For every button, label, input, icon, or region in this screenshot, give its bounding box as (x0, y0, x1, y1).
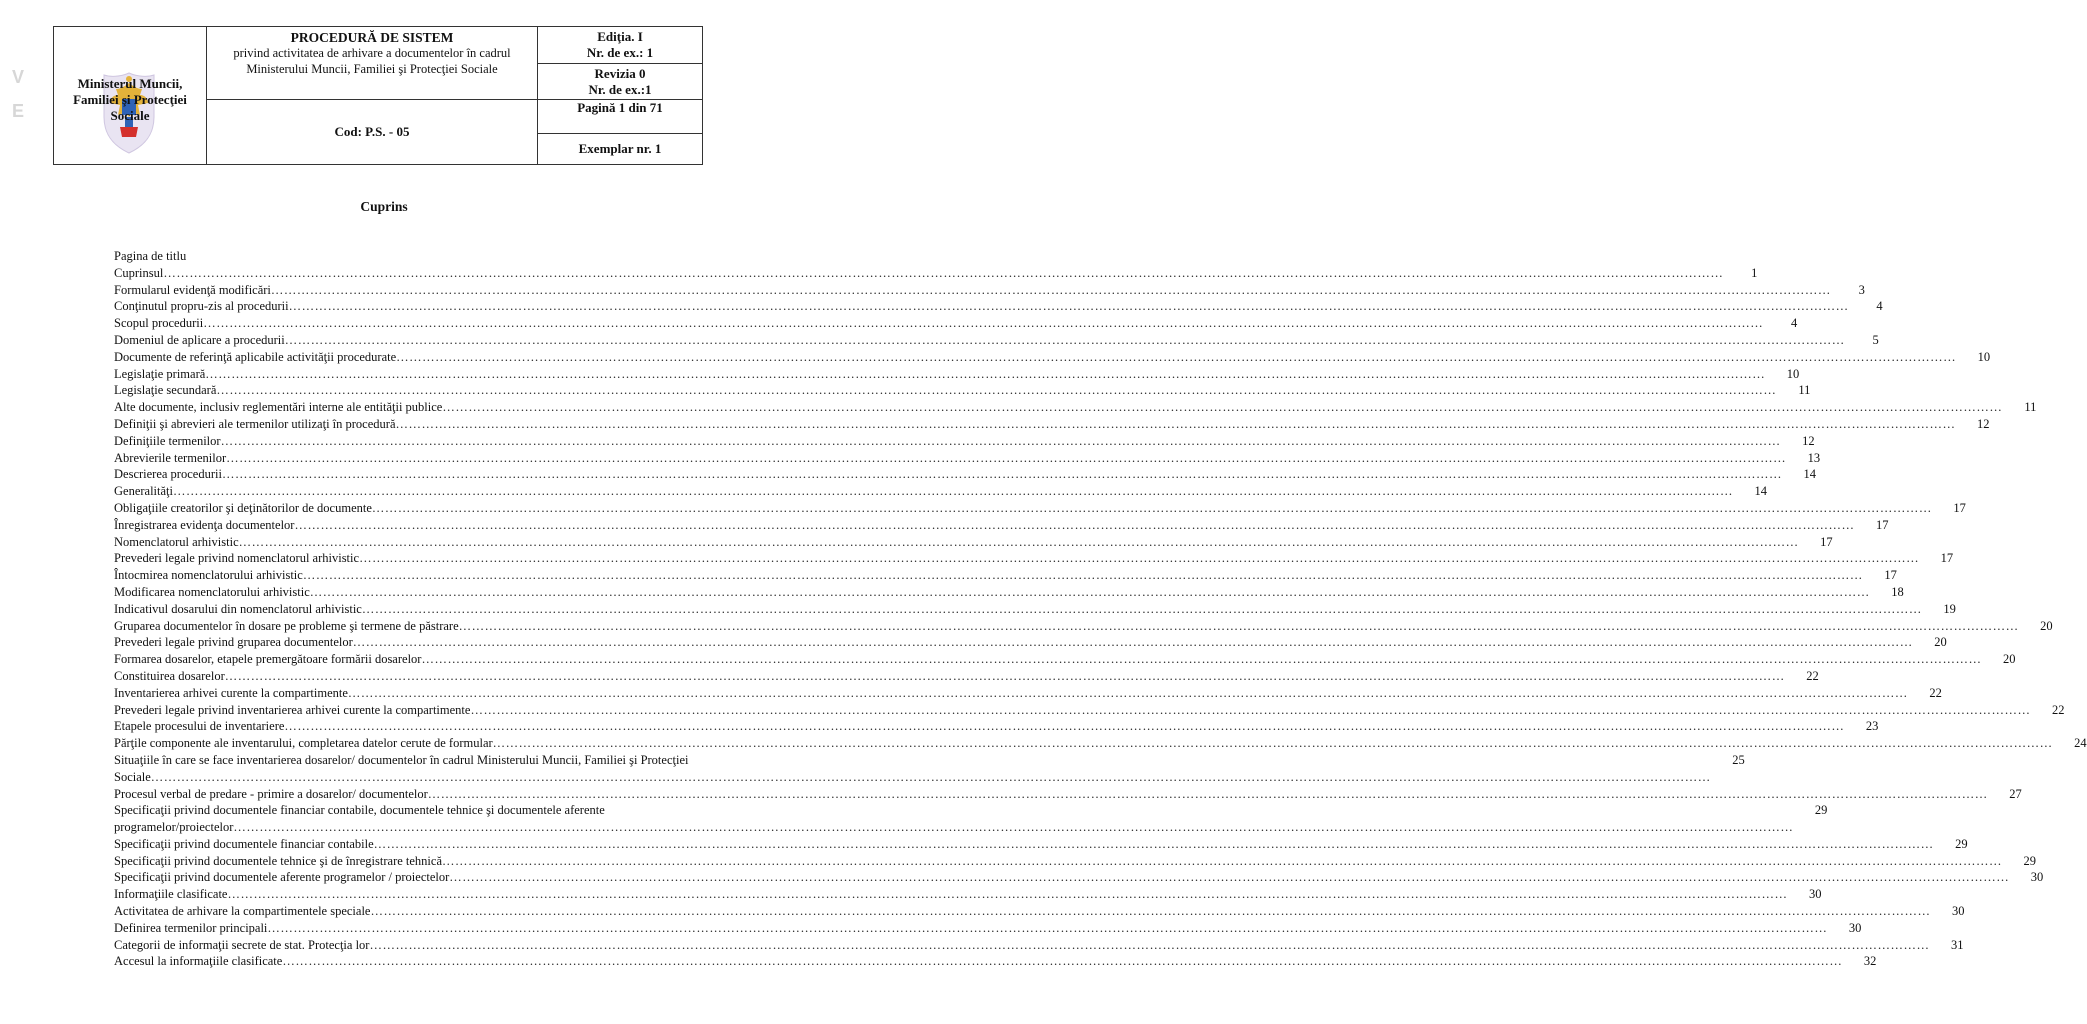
toc-entry-text: Părţile componente ale inventarului, completarea datelor cerute de formular (114, 736, 493, 751)
ministry-name: Ministerul Muncii, Familiei şi Protecţiei Sociale (73, 75, 187, 123)
toc-leader-dots: ……………………………………………………………………………………………………………………………………………………………………………………………………………………………………………………………………………………………………………………………… (458, 618, 2019, 633)
toc-entry-label (114, 920, 1827, 937)
toc-leader-dots: ……………………………………………………………………………………………………………………………………………………………………………………………………………………………………………………………………………………………………………………………… (421, 652, 1982, 667)
toc-entry (114, 836, 1968, 853)
toc-entry-text: Activitatea de arhivare la compartimentele speciale (114, 904, 371, 919)
toc-leader-dots: ……………………………………………………………………………………………………………………………………………………………………………………………………………………………………………………………………………………………………………………………… (282, 954, 1843, 969)
exemplar-number: Exemplar nr. 1 (578, 141, 662, 156)
toc-leader-dots: ……………………………………………………………………………………………………………………………………………………………………………………………………………………………………………………………………………………………………………………………… (150, 769, 1711, 784)
toc-entry-text: Generalităţi (114, 484, 173, 499)
toc-entry-page: 22 (1806, 668, 1819, 683)
page-cell (538, 100, 703, 134)
revision: Revizia 0 (594, 65, 646, 81)
toc-leader-dots: ……………………………………………………………………………………………………………………………………………………………………………………………………………………………………………………………………………………………………………………………… (395, 416, 1956, 431)
toc-entry (114, 298, 1883, 315)
toc-entry-label (114, 953, 1842, 970)
toc-entry (114, 315, 1798, 332)
toc-entry-page: 32 (1863, 954, 1877, 969)
toc-entry-page: 30 (1848, 920, 1862, 935)
toc-entry-label (114, 517, 1854, 534)
toc-entry-text: Formarea dosarelor, etapele premergătoare formării dosarelor (114, 652, 422, 667)
toc-entry-text: Cuprinsul (114, 265, 164, 280)
toc-leader-dots: ……………………………………………………………………………………………………………………………………………………………………………………………………………………………………………………………………………………………………………………………… (203, 316, 1764, 331)
toc-entry (114, 718, 1879, 735)
toc-entry-page: 10 (1977, 349, 1991, 364)
toc-entry-label (114, 349, 1956, 366)
toc-entry-label (114, 298, 1849, 315)
toc-leader-dots: ……………………………………………………………………………………………………………………………………………………………………………………………………………………………………………………………………………………………………………………………… (288, 299, 1849, 314)
toc-leader-dots: ……………………………………………………………………………………………………………………………………………………………………………………………………………………………………………………………………………………………………………………………… (361, 601, 1922, 616)
toc-entry (114, 483, 1767, 500)
toc-leader-dots: ……………………………………………………………………………………………………………………………………………………………………………………………………………………………………………………………………………………………………………………………… (233, 820, 1794, 835)
toc-entry-text: Prevederi legale privind inventarierea arhivei curente la compartimente (114, 702, 471, 717)
toc-leader-dots: ……………………………………………………………………………………………………………………………………………………………………………………………………………………………………………………………………………………………………………………………… (352, 635, 1913, 650)
toc-entry-page: 13 (1807, 450, 1821, 465)
toc-entry-text: Specificaţii privind documentele financiar contabile (114, 836, 374, 851)
page-number: Pagină 1 din 71 (577, 100, 663, 115)
toc-entry-text: Documente de referinţă aplicabile activităţii procedurate (114, 349, 397, 364)
toc-entry-text: Definiţii şi abrevieri ale termenilor utilizaţi în procedură (114, 416, 396, 431)
toc-leader-dots: ……………………………………………………………………………………………………………………………………………………………………………………………………………………………………………………………………………………………………………………………… (284, 332, 1845, 347)
toc-entry-page: 17 (1940, 551, 1954, 566)
toc-entry-text: Definiţiile termenilor (114, 433, 221, 448)
toc-entry (114, 534, 1833, 551)
toc-entry-label (114, 265, 1723, 282)
toc-entry-label (114, 786, 1988, 803)
toc-entry (114, 601, 1956, 618)
toc-entry-label (114, 433, 1781, 450)
toc-entry (114, 282, 1865, 299)
toc-entry-text: Abrevierile termenilor (114, 450, 227, 465)
toc-leader-dots: ……………………………………………………………………………………………………………………………………………………………………………………………………………………………………………………………………………………………………………………………… (373, 836, 1934, 851)
toc-entry-text: Specificaţii privind documentele tehnice şi de înregistrare tehnică (114, 853, 442, 868)
toc-leader-dots: ……………………………………………………………………………………………………………………………………………………………………………………………………………………………………………………………………………………………………………………………… (371, 500, 1932, 515)
toc-entry-label (114, 567, 1863, 584)
toc-entry-page: 29 (2023, 853, 2036, 868)
toc-entry-page: 11 (1798, 383, 1811, 398)
toc-entry (114, 618, 2053, 635)
toc-entry (114, 869, 2044, 886)
procedure-title: PROCEDURĂ DE SISTEM (290, 30, 454, 45)
toc-entry (114, 450, 1821, 467)
toc-entry-label (114, 668, 1785, 685)
toc-entry-page: 18 (1891, 584, 1904, 599)
toc-entry-label (114, 483, 1733, 500)
toc-entry-label (114, 315, 1763, 332)
toc-entry-text: Formularul evidenţă modificări (114, 282, 271, 297)
toc-leader-dots: ……………………………………………………………………………………………………………………………………………………………………………………………………………………………………………………………………………………………………………………………… (302, 568, 1863, 583)
toc-leader-dots: ……………………………………………………………………………………………………………………………………………………………………………………………………………………………………………………………………………………………………………………………… (396, 349, 1957, 364)
toc-entry-label (114, 584, 1870, 601)
toc-entry-page: 31 (1950, 937, 1964, 952)
toc-leader-dots: ……………………………………………………………………………………………………………………………………………………………………………………………………………………………………………………………………………………………………………………………… (442, 853, 2002, 868)
toc-entry-text: Procesul verbal de predare - primire a dosarelor/ documentelor (114, 786, 428, 801)
toc-entry-text: Situaţiile în care se face inventarierea dosarelor/ documentelor în cadrul Ministerului Muncii, Familiei şi Protecţiei Sociale (114, 752, 689, 784)
toc-entry-page: 30 (1951, 904, 1965, 919)
toc-entry-text: Alte documente, inclusiv reglementări interne ale entităţii publice (114, 400, 443, 415)
toc-entry-page: 30 (2030, 870, 2044, 885)
toc-entry-text: Indicativul dosarului din nomenclatorul arhivistic (114, 601, 362, 616)
procedure-description: privind activitatea de arhivare a documentelor în cadrul Ministerului Muncii, Familiei şi Protecţiei Sociale (233, 46, 511, 76)
toc-entry-label (114, 332, 1845, 349)
toc-leader-dots: ……………………………………………………………………………………………………………………………………………………………………………………………………………………………………………………………………………………………………………………………… (369, 937, 1930, 952)
toc-entry (114, 349, 1991, 366)
toc-entry-label (114, 416, 1956, 433)
toc-entry-page: 24 (2074, 736, 2087, 751)
toc-entry-page: 10 (1786, 366, 1800, 381)
toc-entry-label (114, 869, 2009, 886)
toc-entry-text: Scopul procedurii (114, 316, 204, 331)
procedure-cell (207, 27, 538, 100)
toc-entry-label (114, 886, 1787, 903)
exemplar-cell (538, 134, 703, 165)
toc-entry-page: 19 (1943, 601, 1956, 616)
toc-entry-page: 11 (2024, 400, 2037, 415)
toc-entry (114, 702, 2065, 719)
toc-entry-label (114, 752, 1711, 786)
toc-entry-text: Descrierea procedurii (114, 467, 222, 482)
toc-entry (114, 550, 1954, 567)
toc-entry-text: Întocmirea nomenclatorului arhivistic (114, 568, 303, 583)
toc-entry-page: 20 (2040, 618, 2053, 633)
toc-entry-text: Gruparea documentelor în dosare pe probleme şi termene de păstrare (114, 618, 459, 633)
toc-leader-dots: ……………………………………………………………………………………………………………………………………………………………………………………………………………………………………………………………………………………………………………………………… (470, 702, 2031, 717)
toc-entry (114, 265, 1758, 282)
toc-entry-page: 14 (1803, 467, 1816, 482)
toc-leader-dots: ……………………………………………………………………………………………………………………………………………………………………………………………………………………………………………………………………………………………………………………………… (359, 551, 1920, 566)
toc-entry-text: Constituirea dosarelor (114, 668, 225, 683)
toc-leader-dots: ……………………………………………………………………………………………………………………………………………………………………………………………………………………………………………………………………………………………………………………………… (284, 719, 1845, 734)
toc-entry-label (114, 735, 2053, 752)
toc-entry-label (114, 634, 1913, 651)
toc-entry (114, 567, 1897, 584)
toc-entry-text: Specificaţii privind documentele financiar contabile, documentele tehnice şi documentele aferente programelor/proiectelor (114, 803, 605, 835)
toc-leader-dots: ……………………………………………………………………………………………………………………………………………………………………………………………………………………………………………………………………………………………………………………………… (449, 870, 2010, 885)
toc-entry-page: 17 (1953, 500, 1966, 515)
toc-entry (114, 332, 1879, 349)
copies-count: Nr. de ex.: 1 (586, 45, 654, 60)
toc-entry-page: 4 (1790, 316, 1798, 331)
toc-entry-label (114, 718, 1844, 735)
watermark (6, 60, 30, 128)
toc-entry-text: Inventarierea arhivei curente la compartimente (114, 685, 348, 700)
toc-entry-text: Obligaţiile creatorilor şi deţinătorilor de documente (114, 500, 372, 515)
toc-entry-text: Accesul la informaţiile clasificate (114, 954, 283, 969)
toc-leader-dots: ……………………………………………………………………………………………………………………………………………………………………………………………………………………………………………………………………………………………………………………………… (492, 736, 2053, 751)
toc-entry-label (114, 399, 2002, 416)
toc-leader-dots: ……………………………………………………………………………………………………………………………………………………………………………………………………………………………………………………………………………………………………………………………… (294, 517, 1855, 532)
toc-entry (114, 584, 1904, 601)
toc-leader-dots: ……………………………………………………………………………………………………………………………………………………………………………………………………………………………………………………………………………………………………………………………… (173, 484, 1733, 499)
toc-entry-label (114, 702, 2030, 719)
toc-entry (114, 500, 1966, 517)
toc-entry-text: Legislaţie secundară (114, 383, 217, 398)
toc-leader-dots: ……………………………………………………………………………………………………………………………………………………………………………………………………………………………………………………………………………………………………………………………… (227, 887, 1788, 902)
toc-entry-text: Pagina de titlu (114, 249, 187, 263)
toc-entry-label (114, 248, 640, 265)
toc-entry-text: Legislaţie primară (114, 366, 206, 381)
ministry-cell (54, 27, 207, 165)
toc-entry-page: 17 (1820, 534, 1833, 549)
toc-entry-label (114, 500, 1932, 517)
toc-entry-page: 4 (1876, 299, 1883, 314)
toc-leader-dots: ……………………………………………………………………………………………………………………………………………………………………………………………………………………………………………………………………………………………………………………………… (238, 534, 1799, 549)
toc-entry-text: Modificarea nomenclatorului arhivistic (114, 584, 310, 599)
toc-entry (114, 853, 2036, 870)
toc-entry-label (114, 450, 1786, 467)
toc-leader-dots: ……………………………………………………………………………………………………………………………………………………………………………………………………………………………………………………………………………………………………………………………… (442, 400, 2003, 415)
toc-entry-text: Etapele procesului de inventariere (114, 719, 285, 734)
toc-entry (114, 466, 1816, 483)
toc-entry-label (114, 366, 1765, 383)
toc-entry-label (114, 550, 1919, 567)
toc-entry-label (114, 903, 1930, 920)
toc-leader-dots: ……………………………………………………………………………………………………………………………………………………………………………………………………………………………………………………………………………………………………………………………… (216, 383, 1777, 398)
toc-entry-text: Prevederi legale privind gruparea documentelor (114, 635, 353, 650)
toc-entry (114, 668, 1819, 685)
toc-entry-text: Nomenclatorul arhivistic (114, 534, 239, 549)
revision-cell (538, 64, 703, 100)
toc-entry (114, 920, 1862, 937)
toc-entry-label (114, 937, 1929, 954)
toc-leader-dots: ……………………………………………………………………………………………………………………………………………………………………………………………………………………………………………………………………………………………………………………………… (224, 668, 1785, 683)
toc-entry-page: 17 (1875, 517, 1889, 532)
toc-entry-page: 17 (1884, 568, 1897, 583)
toc-leader-dots: ……………………………………………………………………………………………………………………………………………………………………………………………………………………………………………………………………………………………………………………………… (347, 685, 1908, 700)
toc-entry-label (114, 685, 1908, 702)
toc-entry (114, 634, 1947, 651)
toc-entry-text: Prevederi legale privind nomenclatorul arhivistic (114, 551, 360, 566)
toc-entry-label (114, 282, 1831, 299)
toc-entry-page: 30 (1808, 887, 1822, 902)
toc-entry-text: Înregistrarea evidenţa documentelor (114, 517, 295, 532)
toc-leader-dots: ……………………………………………………………………………………………………………………………………………………………………………………………………………………………………………………………………………………………………………………………… (226, 450, 1787, 465)
toc-leader-dots: ……………………………………………………………………………………………………………………………………………………………………………………………………………………………………………………………………………………………………………………………… (370, 904, 1931, 919)
toc-leader-dots: ……………………………………………………………………………………………………………………………………………………………………………………………………………………………………………………………………………………………………………………………… (309, 584, 1870, 599)
toc-leader-dots: ……………………………………………………………………………………………………………………………………………………………………………………………………………………………………………………………………………………………………………………………… (220, 433, 1781, 448)
toc-entry (114, 248, 674, 265)
toc-leader-dots: ……………………………………………………………………………………………………………………………………………………………………………………………………………………………………………………………………………………………………………………………… (205, 366, 1766, 381)
table-of-contents (114, 248, 2087, 970)
toc-entry-page: 29 (1814, 803, 1828, 818)
watermark-letter: V (11, 67, 24, 87)
toc-entry-page: 12 (1802, 433, 1815, 448)
toc-entry (114, 937, 1964, 954)
copies-count: Nr. de ex.:1 (588, 81, 652, 97)
toc-entry (114, 366, 1800, 383)
toc-entry-page: 25 (1732, 752, 1745, 767)
toc-entry-label (114, 853, 2002, 870)
toc-entry (114, 886, 1822, 903)
toc-entry-text: Specificaţii privind documentele aferente programelor / proiectelor (114, 870, 450, 885)
toc-entry-label (114, 534, 1799, 551)
toc-entry (114, 802, 1828, 836)
toc-entry-label (114, 836, 1934, 853)
toc-entry-page: 29 (1955, 836, 1968, 851)
toc-entry-text: Informaţiile clasificate (114, 887, 228, 902)
toc-entry-label (114, 601, 1922, 618)
toc-entry-label (114, 466, 1782, 483)
toc-entry-page: 27 (2009, 786, 2022, 801)
toc-entry (114, 953, 1877, 970)
toc-leader-dots: ……………………………………………………………………………………………………………………………………………………………………………………………………………………………………………………………………………………………………………………………… (267, 920, 1828, 935)
toc-entry (114, 416, 1990, 433)
toc-entry (114, 517, 1889, 534)
toc-leader-dots: ……………………………………………………………………………………………………………………………………………………………………………………………………………………………………………………………………………………………………………………………… (221, 467, 1782, 482)
toc-entry-text: Conţinutul propru-zis al procedurii (114, 299, 289, 314)
toc-entry (114, 903, 1965, 920)
toc-entry-page: 12 (1977, 416, 1990, 431)
toc-leader-dots: ……………………………………………………………………………………………………………………………………………………………………………………………………………………………………………………………………………………………………………………………… (270, 282, 1831, 297)
toc-entry (114, 399, 2037, 416)
toc-title: Cuprins (360, 199, 408, 214)
toc-entry (114, 651, 2016, 668)
toc-entry (114, 382, 1811, 399)
toc-leader-dots: ……………………………………………………………………………………………………………………………………………………………………………………………………………………………………………………………………………………………………………………………… (427, 786, 1988, 801)
toc-entry (114, 786, 2022, 803)
toc-entry-label (114, 618, 2019, 635)
toc-entry-page: 22 (1929, 685, 1942, 700)
toc-entry-text: Definirea termenilor principali (114, 920, 268, 935)
edition-cell (538, 27, 703, 64)
toc-entry-text: Categorii de informaţii secrete de stat. Protecţia lor (114, 937, 370, 952)
watermark-letter: E (11, 101, 24, 121)
toc-entry-label (114, 802, 1793, 836)
toc-entry (114, 752, 1745, 786)
toc-entry-text: Domeniul de aplicare a procedurii (114, 332, 285, 347)
toc-entry-page: 3 (1858, 282, 1865, 297)
toc-entry-page: 5 (1872, 332, 1879, 347)
toc-entry-page: 20 (2002, 652, 2016, 667)
document-header (53, 26, 703, 165)
toc-leader-dots: ……………………………………………………………………………………………………………………………………………………………………………………………………………………………………………………………………………………………………………………………… (163, 265, 1724, 280)
code-cell (207, 100, 538, 165)
toc-entry-page: 1 (1751, 265, 1758, 280)
toc-entry (114, 433, 1815, 450)
toc-entry (114, 685, 1942, 702)
procedure-code: Cod: P.S. - 05 (334, 124, 410, 139)
edition: Ediţia. I (597, 29, 643, 44)
toc-entry-label (114, 651, 1981, 668)
toc-entry-page: 22 (2051, 702, 2065, 717)
toc-entry-page: 14 (1754, 484, 1767, 499)
toc-entry (114, 735, 2087, 752)
toc-entry-page: 23 (1865, 719, 1879, 734)
toc-entry-page: 20 (1934, 635, 1947, 650)
toc-entry-label (114, 382, 1776, 399)
